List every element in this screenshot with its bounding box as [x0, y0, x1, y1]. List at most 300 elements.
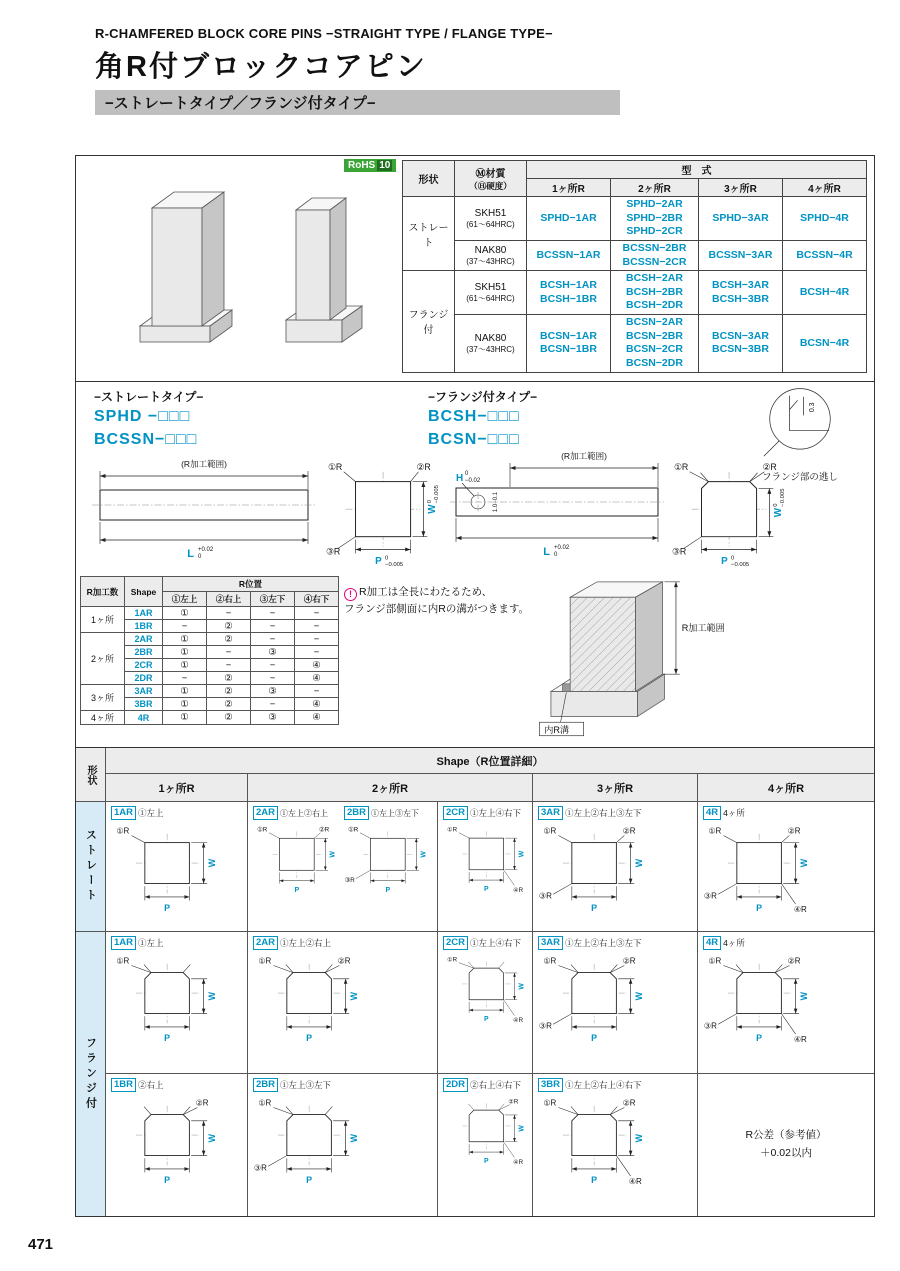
svg-text:①R: ①R	[116, 826, 130, 836]
r-position-value: −	[295, 633, 339, 646]
part-number: BCSSN−2BR	[622, 241, 687, 254]
svg-text:P: P	[591, 903, 598, 914]
corner-diagram	[703, 820, 817, 916]
material-hardness: (61〜64HRC)	[466, 293, 515, 303]
svg-text:0: 0	[465, 471, 469, 477]
svg-text:−0.005: −0.005	[385, 562, 404, 569]
svg-text:W: W	[207, 991, 218, 1001]
rpos-row	[81, 633, 339, 646]
note-icon: !	[344, 588, 357, 601]
straight-type-ordering	[94, 388, 203, 451]
r-position-value: −	[207, 659, 251, 672]
corner-diagram	[111, 1092, 225, 1188]
svg-text:①R: ①R	[258, 956, 272, 966]
part-number: BCSH−2BR	[626, 285, 683, 298]
model-cell	[783, 240, 867, 270]
r-position-value: −	[251, 607, 295, 620]
svg-text:①R: ①R	[708, 956, 722, 966]
shape-code-badge: 3BR	[538, 1078, 563, 1092]
svg-text:W: W	[634, 1133, 645, 1143]
svg-text:①R: ①R	[673, 461, 689, 472]
rohs-badge	[344, 159, 396, 172]
part-number: SPHD−2BR	[626, 211, 683, 224]
part-number: SPHD−2AR	[626, 198, 683, 210]
svg-text:W: W	[634, 991, 645, 1001]
svg-text:0: 0	[773, 503, 780, 507]
r-position-value: −	[251, 659, 295, 672]
shape-code-badge: 2DR	[443, 1078, 468, 1092]
rpos-row	[81, 607, 339, 620]
r-position-value: ①	[163, 711, 207, 725]
svg-text:④R: ④R	[513, 1158, 524, 1166]
svg-text:④R: ④R	[793, 1035, 807, 1045]
part-table-row	[403, 271, 867, 315]
svg-text:W: W	[349, 991, 360, 1001]
r-position-value: ④	[295, 711, 339, 725]
shape-type-label: ストレート	[403, 197, 455, 271]
svg-text:W: W	[518, 1125, 526, 1132]
shape-code-badge: 4R	[703, 936, 721, 950]
part-number: BCSSN−4R	[796, 248, 853, 261]
part-number: BCSH−2AR	[626, 272, 683, 285]
svg-text:P: P	[294, 886, 300, 894]
shape-position-description: ①左上②右上④右下	[565, 1080, 642, 1090]
r-position-value: −	[163, 620, 207, 633]
r-position-value: ②	[207, 685, 251, 698]
shape-code: 1BR	[125, 620, 163, 633]
r-position-table	[80, 576, 339, 725]
r-position-value: −	[251, 620, 295, 633]
svg-text:②R: ②R	[762, 461, 777, 472]
part-number: BCSSN−1AR	[536, 248, 601, 261]
shape-head: 形状	[76, 748, 106, 802]
shape-diagram	[703, 806, 817, 916]
r-position-value: ①	[163, 698, 207, 711]
part-number: SPHD−3AR	[712, 211, 769, 224]
model-cell	[783, 271, 867, 315]
material-hardness: (61〜64HRC)	[466, 219, 515, 229]
part-number: BCSH−3BR	[712, 292, 769, 305]
shape-code: 2DR	[125, 672, 163, 685]
straight-cross-section-drawing	[326, 458, 446, 568]
page-header	[95, 26, 815, 115]
shape-code-badge: 1AR	[111, 806, 136, 820]
part-number: BCSH−1BR	[540, 292, 597, 305]
r-position-value: ③	[251, 711, 295, 725]
svg-text:④R: ④R	[513, 886, 524, 894]
page-subtitle: −ストレートタイプ／フランジ付タイプ−	[95, 90, 620, 115]
rpos-row	[81, 711, 339, 725]
part-number: BCSH−2DR	[626, 299, 683, 312]
rpos-head-4: ④右下	[295, 592, 339, 607]
r-position-value: −	[251, 698, 295, 711]
shape-code: 2AR	[125, 633, 163, 646]
shape-code-badge: 1BR	[111, 1078, 136, 1092]
svg-text:0: 0	[198, 554, 202, 560]
svg-text:②R: ②R	[319, 826, 330, 834]
model-cell	[527, 197, 611, 241]
svg-text:(R加工範囲): (R加工範囲)	[561, 451, 607, 461]
part-number: SPHD−2CR	[626, 225, 683, 238]
corner-diagram	[344, 820, 433, 895]
r-position-value: −	[207, 607, 251, 620]
shape-cell-flange-3ar	[533, 932, 698, 1074]
svg-text:0.3: 0.3	[808, 402, 816, 413]
svg-text:P: P	[756, 903, 763, 914]
shape-code: 3AR	[125, 685, 163, 698]
svg-text:内R溝: 内R溝	[544, 724, 570, 735]
svg-text:①R: ①R	[447, 956, 458, 964]
part-number-table	[402, 160, 867, 373]
rpos-head-3: ③左下	[251, 592, 295, 607]
shape-position-description: ①左上②右上③左下	[565, 808, 642, 818]
straight-type-label: −ストレートタイプ−	[94, 390, 204, 404]
shape-diagram	[538, 1078, 652, 1188]
model-cell	[783, 197, 867, 241]
material-name: NAK80	[474, 244, 507, 256]
straight-code-2: BCSSN−□□□	[94, 430, 198, 448]
shape-code: 1AR	[125, 607, 163, 620]
shape-code-badge: 3AR	[538, 806, 563, 820]
shape-code-badge: 2BR	[344, 806, 369, 820]
shape-type-label: フランジ付	[403, 271, 455, 372]
shape-cell-flange-2ar	[248, 932, 438, 1074]
part-number-section	[76, 156, 874, 382]
part-number: BCSN−2BR	[626, 329, 683, 342]
material-hardness: (37〜43HRC)	[466, 344, 515, 354]
svg-text:③R: ③R	[703, 891, 717, 901]
svg-text:③R: ③R	[326, 546, 341, 557]
shape-diagram	[344, 806, 433, 895]
model-cell	[527, 271, 611, 315]
svg-text:P: P	[591, 1175, 598, 1186]
shape-code-badge: 2CR	[443, 936, 468, 950]
flange-cross-section-drawing	[672, 458, 792, 568]
shape-code-badge: 2BR	[253, 1078, 278, 1092]
shape-code: 2CR	[125, 659, 163, 672]
svg-text:P: P	[721, 556, 728, 568]
dimension-section	[76, 382, 874, 748]
model-cell	[699, 240, 783, 270]
svg-text:③R: ③R	[672, 546, 687, 557]
corner-diagram	[538, 820, 652, 916]
corner-diagram	[253, 950, 367, 1046]
shape-code-badge: 4R	[703, 806, 721, 820]
shape-position-description: ①左上	[138, 808, 164, 818]
svg-text:−0.02: −0.02	[465, 478, 481, 484]
svg-text:P: P	[375, 556, 382, 568]
svg-text:②R: ②R	[622, 1098, 636, 1108]
rpos-head-1: ①左上	[163, 592, 207, 607]
corner-diagram	[443, 820, 531, 895]
col-header-r2: 2ヶ所R	[611, 179, 699, 197]
part-table-row	[403, 240, 867, 270]
r-position-value: ④	[295, 672, 339, 685]
col-header-1r: 1ヶ所R	[106, 774, 248, 802]
svg-text:P: P	[164, 1033, 171, 1044]
r-position-value: ③	[251, 646, 295, 659]
svg-text:①R: ①R	[708, 826, 722, 836]
svg-text:②R: ②R	[195, 1098, 209, 1108]
shape-position-description: ①左上②右上	[280, 808, 329, 818]
svg-text:①R: ①R	[116, 956, 130, 966]
svg-text:①R: ①R	[543, 826, 557, 836]
r-count-label: 3ヶ所	[81, 685, 125, 711]
flange-code-2: BCSN−□□□	[428, 430, 520, 448]
svg-text:③R: ③R	[344, 877, 355, 885]
shape-diagram	[443, 1078, 531, 1167]
shape-position-description: ①左上③左下	[280, 1080, 332, 1090]
shape-cell-flange-2dr	[438, 1074, 533, 1216]
svg-text:①R: ①R	[327, 461, 343, 472]
shape-cell-straight-2cr	[438, 802, 533, 932]
svg-text:W: W	[799, 991, 810, 1001]
r-position-value: −	[295, 685, 339, 698]
material-cell	[455, 240, 527, 270]
r-position-value: ②	[207, 672, 251, 685]
col-header-shape: 形状	[403, 161, 455, 197]
svg-text:−0.005: −0.005	[434, 485, 441, 504]
page-title: 角R付ブロックコアピン	[95, 51, 427, 83]
r-position-value: ④	[295, 698, 339, 711]
shape-diagram	[443, 936, 531, 1025]
part-number: SPHD−4R	[800, 211, 849, 224]
shape-position-description: ①左上③左下	[371, 808, 420, 818]
relief-label: フランジ部の逃し	[762, 472, 838, 484]
svg-text:P: P	[306, 1175, 313, 1186]
svg-text:+0.02: +0.02	[554, 545, 570, 551]
shape-cell-straight-1ar	[106, 802, 248, 932]
tolerance-note-line-2: ＋0.02以内	[760, 1147, 812, 1159]
svg-text:W: W	[420, 851, 428, 858]
model-cell	[527, 240, 611, 270]
r-position-value: ②	[207, 633, 251, 646]
svg-text:W: W	[427, 504, 439, 514]
model-cell	[611, 197, 699, 241]
svg-text:②R: ②R	[622, 956, 636, 966]
rpos-col-shape: Shape	[125, 577, 163, 607]
part-number: BCSN−3AR	[712, 329, 769, 342]
material-cell	[455, 315, 527, 373]
r-position-value: −	[295, 620, 339, 633]
note-line-2: フランジ部側面に内Rの溝がつきます。	[344, 603, 529, 616]
rpos-col-count: R加工数	[81, 577, 125, 607]
part-number: BCSN−2CR	[626, 343, 683, 356]
r-position-value: −	[207, 646, 251, 659]
svg-text:②R: ②R	[416, 461, 431, 472]
shape-code: 3BR	[125, 698, 163, 711]
note-line-1: R加工は全長にわたるため、	[359, 586, 493, 598]
rpos-head-2: ②右上	[207, 592, 251, 607]
svg-text:W: W	[349, 1133, 360, 1143]
r-tolerance-note	[698, 1074, 874, 1216]
shape-diagram	[253, 1078, 367, 1188]
page-number: 471	[28, 1236, 54, 1253]
shape-diagram	[443, 806, 531, 895]
svg-text:②R: ②R	[787, 826, 801, 836]
svg-text:①R: ①R	[543, 1098, 557, 1108]
svg-text:W: W	[329, 851, 337, 858]
part-number: SPHD−1AR	[540, 211, 597, 224]
svg-text:1.0−0.1: 1.0−0.1	[493, 491, 499, 513]
svg-text:L: L	[543, 546, 550, 558]
r-count-label: 1ヶ所	[81, 607, 125, 633]
model-cell	[699, 315, 783, 373]
part-table-row	[403, 315, 867, 373]
r-count-label: 4ヶ所	[81, 711, 125, 725]
shape-cell-flange-2cr	[438, 932, 533, 1074]
part-number: BCSN−1BR	[540, 343, 597, 356]
svg-text:P: P	[164, 1175, 171, 1186]
flange-code-1: BCSH−□□□	[428, 408, 520, 425]
shape-code-badge: 1AR	[111, 936, 136, 950]
svg-text:①R: ①R	[258, 1098, 272, 1108]
shape-cell-straight-4r	[698, 802, 874, 932]
r-position-value: ①	[163, 633, 207, 646]
model-cell	[611, 315, 699, 373]
svg-text:③R: ③R	[253, 1163, 267, 1173]
shape-position-description: ①左上②右上	[280, 938, 332, 948]
material-name: NAK80	[474, 332, 507, 344]
shape-cell-flange-1br	[106, 1074, 248, 1216]
part-number: BCSSN−2CR	[622, 255, 687, 268]
shape-table-title: Shape（R位置詳細）	[106, 748, 874, 774]
col-header-r4: 4ヶ所R	[783, 179, 867, 197]
part-number: BCSN−2AR	[626, 316, 683, 329]
corner-diagram	[253, 1092, 367, 1188]
shape-code-badge: 3AR	[538, 936, 563, 950]
svg-text:P: P	[385, 886, 391, 894]
shape-diagram	[703, 936, 817, 1046]
r-position-value: ②	[207, 620, 251, 633]
r-position-value: ③	[251, 685, 295, 698]
svg-text:R加工範囲: R加工範囲	[681, 622, 725, 633]
svg-text:③R: ③R	[538, 1021, 552, 1031]
corner-diagram	[538, 950, 652, 1046]
english-title: R-CHAMFERED BLOCK CORE PINS −STRAIGHT TYPE / FLANGE TYPE−	[95, 26, 553, 41]
part-number: BCSN−3BR	[712, 343, 769, 356]
rohs-label: RoHS	[348, 160, 376, 171]
material-name: SKH51	[474, 281, 507, 293]
part-number: BCSN−1AR	[540, 329, 597, 342]
model-cell	[611, 271, 699, 315]
r-position-value: ②	[207, 698, 251, 711]
r-position-value: −	[251, 633, 295, 646]
rpos-row	[81, 685, 339, 698]
svg-text:④R: ④R	[513, 1016, 524, 1024]
svg-text:①R: ①R	[257, 826, 268, 834]
part-table-row	[403, 197, 867, 241]
r-position-value: ①	[163, 685, 207, 698]
shape-cell-flange-3br	[533, 1074, 698, 1216]
svg-text:②R: ②R	[787, 956, 801, 966]
svg-text:③R: ③R	[538, 891, 552, 901]
svg-text:①R: ①R	[447, 826, 458, 834]
corner-diagram	[443, 1092, 531, 1167]
straight-side-view-drawing	[88, 458, 320, 566]
shape-position-description: ②右上	[138, 1080, 164, 1090]
svg-text:0: 0	[554, 552, 558, 558]
shape-code-badge: 2AR	[253, 806, 278, 820]
shape-position-description: ①左上④右下	[470, 808, 522, 818]
svg-text:①R: ①R	[348, 826, 359, 834]
part-number: BCSN−4R	[799, 336, 850, 349]
svg-text:W: W	[518, 983, 526, 990]
svg-text:−0.005: −0.005	[780, 488, 787, 507]
col-header-4r: 4ヶ所R	[698, 774, 874, 802]
col-header-r1: 1ヶ所R	[527, 179, 611, 197]
shape-position-description: 4ヶ所	[723, 808, 745, 818]
row-label-straight: ストレート	[76, 802, 106, 932]
corner-diagram	[538, 1092, 652, 1188]
model-cell	[783, 315, 867, 373]
corner-diagram	[111, 820, 225, 916]
part-number: BCSH−4R	[799, 285, 850, 298]
shape-cell-flange-4r	[698, 932, 874, 1074]
svg-text:P: P	[484, 1016, 489, 1024]
svg-text:④R: ④R	[793, 905, 807, 915]
straight-code-1: SPHD −□□□	[94, 408, 191, 425]
model-cell	[527, 315, 611, 373]
svg-text:H: H	[456, 473, 464, 484]
svg-text:②R: ②R	[337, 956, 351, 966]
col-header-model: 型 式	[527, 161, 867, 179]
model-cell	[611, 240, 699, 270]
model-cell	[699, 271, 783, 315]
r-position-value: −	[251, 672, 295, 685]
svg-text:P: P	[484, 1158, 489, 1166]
shape-detail-table	[76, 748, 874, 1216]
col-header-3r: 3ヶ所R	[533, 774, 698, 802]
part-number: BCSN−2DR	[626, 357, 683, 370]
svg-text:−0.005: −0.005	[731, 562, 750, 569]
r-position-value: ①	[163, 646, 207, 659]
model-cell	[699, 197, 783, 241]
shape-code: 2BR	[125, 646, 163, 659]
machining-note	[344, 584, 529, 618]
shape-code-badge: 2CR	[443, 806, 468, 820]
corner-diagram	[111, 950, 225, 1046]
col-header-2r: 2ヶ所R	[248, 774, 533, 802]
svg-text:W: W	[634, 858, 645, 868]
rohs-number: 10	[379, 160, 391, 171]
svg-text:W: W	[773, 507, 785, 518]
material-cell	[455, 271, 527, 315]
shape-diagram	[111, 806, 225, 916]
svg-text:W: W	[207, 858, 218, 868]
flange-type-label: −フランジ付タイプ−	[428, 390, 538, 404]
svg-text:①R: ①R	[543, 956, 557, 966]
part-number: BCSSN−3AR	[708, 248, 773, 261]
svg-text:P: P	[591, 1033, 598, 1044]
tolerance-note-line-1: R公差（参考値）	[745, 1129, 827, 1142]
r-position-value: −	[295, 646, 339, 659]
svg-text:0: 0	[731, 555, 735, 562]
shape-diagram	[253, 936, 367, 1046]
material-hardness: (37〜43HRC)	[466, 256, 515, 266]
svg-text:0: 0	[385, 555, 389, 562]
r-position-value: −	[295, 607, 339, 620]
svg-text:②R: ②R	[508, 1098, 519, 1106]
svg-text:W: W	[518, 850, 526, 858]
svg-text:P: P	[164, 903, 171, 914]
col-header-r3: 3ヶ所R	[699, 179, 783, 197]
shape-position-description: ①左上④右下	[470, 938, 522, 948]
svg-text:④R: ④R	[628, 1177, 642, 1187]
rpos-col-rpos: R位置	[163, 577, 339, 592]
shape-code-badge: 2AR	[253, 936, 278, 950]
shape-cell-straight-3ar	[533, 802, 698, 932]
